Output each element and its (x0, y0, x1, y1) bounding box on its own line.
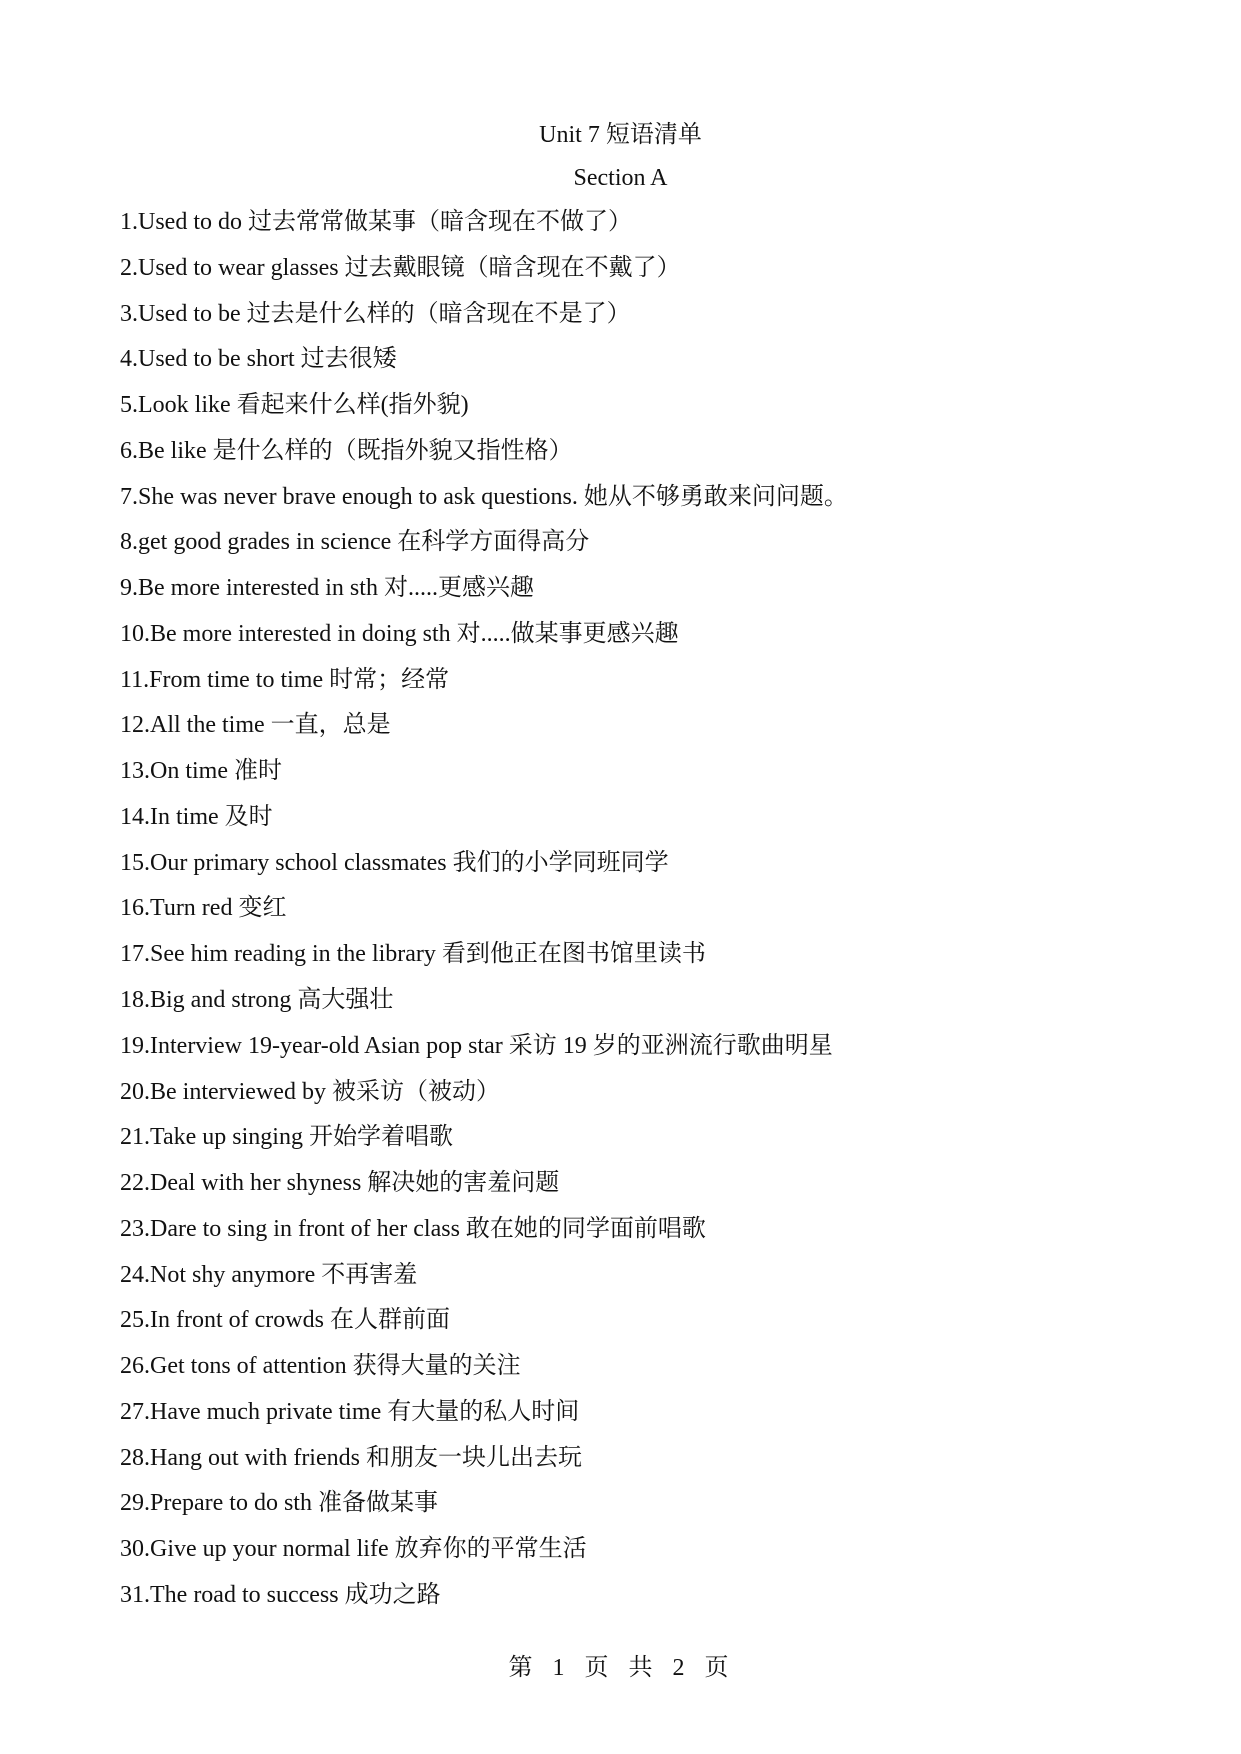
phrase-item-27: 27.Have much private time 有大量的私人时间 (120, 1398, 580, 1425)
phrase-item-16: 16.Turn red 变红 (120, 895, 287, 922)
page-title: Unit 7 短语清单 (539, 122, 702, 148)
phrase-item-24: 24.Not shy anymore 不再害羞 (120, 1261, 418, 1288)
phrase-item-26: 26.Get tons of attention 获得大量的关注 (120, 1353, 521, 1380)
phrase-item-31: 31.The road to success 成功之路 (120, 1581, 441, 1608)
phrase-item-29: 29.Prepare to do sth 准备做某事 (120, 1490, 438, 1517)
phrase-item-4: 4.Used to be short 过去很矮 (120, 346, 397, 373)
phrase-item-15: 15.Our primary school classmates 我们的小学同班同学 (120, 849, 669, 876)
phrase-item-3: 3.Used to be 过去是什么样的（暗含现在不是了） (120, 300, 631, 327)
phrase-item-20: 20.Be interviewed by 被采访（被动） (120, 1078, 500, 1105)
phrase-item-14: 14.In time 及时 (120, 803, 273, 830)
phrase-item-30: 30.Give up your normal life 放弃你的平常生活 (120, 1536, 587, 1563)
phrase-item-19: 19.Interview 19-year-old Asian pop star 采访 19 岁的亚洲流行歌曲明星 (120, 1032, 833, 1059)
phrase-item-8: 8.get good grades in science 在科学方面得高分 (120, 529, 590, 556)
phrase-item-10: 10.Be more interested in doing sth 对.....做某事更感兴趣 (120, 620, 679, 647)
phrase-item-2: 2.Used to wear glasses 过去戴眼镜（暗含现在不戴了） (120, 254, 681, 281)
phrase-list (120, 200, 1180, 1619)
phrase-item-13: 13.On time 准时 (120, 758, 282, 785)
phrase-item-18: 18.Big and strong 高大强壮 (120, 987, 394, 1014)
phrase-item-21: 21.Take up singing 开始学着唱歌 (120, 1124, 453, 1151)
page-footer: 第 1 页 共 2 页 (508, 1655, 733, 1681)
phrase-item-9: 9.Be more interested in sth 对.....更感兴趣 (120, 575, 534, 602)
phrase-item-25: 25.In front of crowds 在人群前面 (120, 1307, 450, 1334)
phrase-item-23: 23.Dare to sing in front of her class 敢在她的同学面前唱歌 (120, 1215, 706, 1242)
phrase-item-11: 11.From time to time 时常；经常 (120, 666, 450, 693)
phrase-item-5: 5.Look like 看起来什么样(指外貌) (120, 392, 469, 419)
section-heading: Section A (573, 165, 668, 191)
phrase-item-12: 12.All the time 一直，总是 (120, 712, 391, 739)
phrase-item-28: 28.Hang out with friends 和朋友一块儿出去玩 (120, 1444, 582, 1471)
phrase-item-7: 7.She was never brave enough to ask questions. 她从不够勇敢来问问题。 (120, 483, 848, 510)
phrase-item-22: 22.Deal with her shyness 解决她的害羞问题 (120, 1170, 560, 1197)
phrase-item-6: 6.Be like 是什么样的（既指外貌又指性格） (120, 437, 573, 464)
phrase-item-17: 17.See him reading in the library 看到他正在图书馆里读书 (120, 941, 706, 968)
phrase-item-1: 1.Used to do 过去常常做某事（暗含现在不做了） (120, 209, 632, 235)
